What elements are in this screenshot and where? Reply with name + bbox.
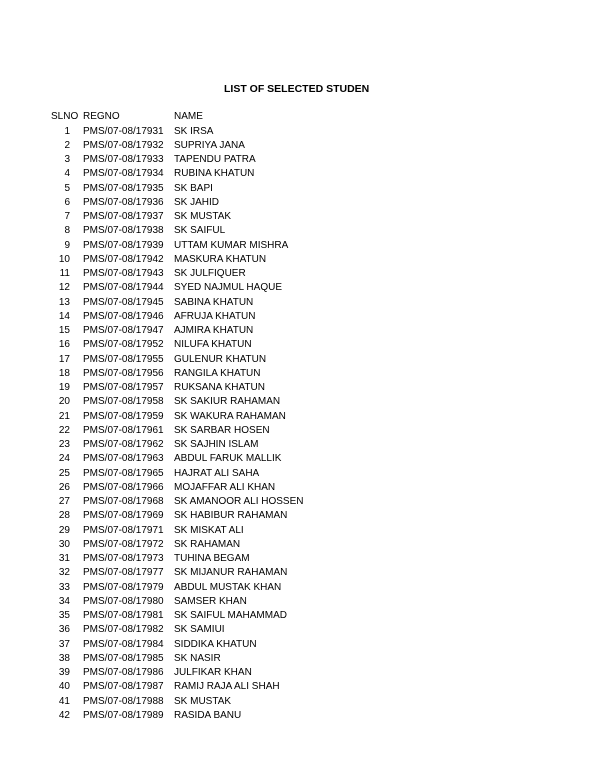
regno-cell: PMS/07-08/17947 [83,325,164,336]
table-row [0,680,600,694]
regno-cell: PMS/07-08/17933 [83,154,164,165]
name-cell: SK WAKURA RAHAMAN [174,410,286,422]
table-row [0,139,600,153]
name-cell: RAMIJ RAJA ALI SHAH [174,681,280,693]
table-row [0,310,600,324]
name-cell: SK SAKIUR RAHAMAN [174,396,281,408]
name-cell: SK SAJHIN ISLAM [174,439,259,450]
regno-cell: PMS/07-08/17942 [83,253,164,265]
slno-cell: 41 [58,695,70,707]
name-cell: SUPRIYA JANA [174,139,245,151]
regno-cell: PMS/07-08/17936 [83,196,164,208]
name-cell: RUBINA KHATUN [174,168,255,180]
slno-cell: 40 [58,681,70,693]
table-row [0,281,600,295]
slno-cell: 6 [64,196,70,208]
regno-cell: PMS/07-08/17943 [83,268,164,279]
regno-cell: PMS/07-08/17962 [83,439,164,450]
name-cell: GULENUR KHATUN [174,353,267,365]
regno-cell: PMS/07-08/17959 [83,410,164,422]
slno-cell: 23 [58,439,70,450]
table-row [0,210,600,224]
regno-cell: PMS/07-08/17934 [83,168,164,180]
table-row [0,424,600,438]
table-row [0,324,600,338]
regno-cell: PMS/07-08/17981 [83,610,164,621]
table-row [0,709,600,723]
name-cell: TUHINA BEGAM [174,553,250,564]
regno-cell: PMS/07-08/17982 [83,624,164,636]
name-cell: ABDUL MUSTAK KHAN [174,581,282,593]
name-cell: SK SARBAR HOSEN [174,424,270,436]
regno-cell: PMS/07-08/17985 [83,652,164,664]
regno-cell: PMS/07-08/17977 [83,567,164,579]
document-title: LIST OF SELECTED STUDEN [224,83,370,95]
slno-cell: 26 [58,481,70,493]
slno-cell: 39 [58,667,70,678]
regno-cell: PMS/07-08/17988 [83,695,164,707]
regno-cell: PMS/07-08/17955 [83,353,164,365]
name-cell: SK AMANOOR ALI HOSSEN [174,496,304,507]
name-cell: SK IRSA [174,125,214,137]
name-cell: HAJRAT ALI SAHA [174,467,260,479]
slno-cell: 25 [58,467,70,479]
table-row [0,666,600,680]
table-row [0,438,600,452]
table-row [0,167,600,181]
regno-cell: PMS/07-08/17969 [83,510,164,522]
table-row [0,467,600,481]
table-row [0,153,600,167]
regno-cell: PMS/07-08/17972 [83,538,164,550]
regno-cell: PMS/07-08/17938 [83,225,164,237]
regno-cell: PMS/07-08/17966 [83,481,164,493]
table-row [0,609,600,623]
name-cell: MASKURA KHATUN [174,253,267,265]
slno-cell: 18 [58,367,70,379]
regno-cell: PMS/07-08/17935 [83,182,164,194]
regno-cell: PMS/07-08/17987 [83,681,164,693]
table-row [0,182,600,196]
slno-cell: 20 [58,396,70,408]
regno-cell: PMS/07-08/17952 [83,339,164,351]
table-row [0,253,600,267]
name-cell: SK SAMIUI [174,624,225,636]
slno-cell: 27 [58,496,70,507]
table-row [0,595,600,609]
slno-cell: 37 [58,638,70,650]
regno-cell: PMS/07-08/17986 [83,667,164,678]
table-row [0,224,600,238]
table-row [0,296,600,310]
slno-cell: 22 [58,424,70,436]
slno-cell: 1 [64,125,70,137]
regno-cell: PMS/07-08/17945 [83,296,164,308]
slno-cell: 35 [58,610,70,621]
slno-cell: 31 [58,553,70,564]
table-row [0,552,600,566]
table-row [0,638,600,652]
name-cell: RASIDA BANU [174,709,242,721]
table-row [0,410,600,424]
slno-cell: 24 [58,453,70,465]
name-cell: NILUFA KHATUN [174,339,252,351]
name-cell: SK MIJANUR RAHAMAN [174,567,288,579]
table-row [0,367,600,381]
name-cell: JULFIKAR KHAN [174,667,252,678]
table-row [0,125,600,139]
name-cell: SK JAHID [174,196,220,208]
slno-cell: 17 [58,353,70,365]
regno-cell: PMS/07-08/17937 [83,211,164,222]
name-cell: SK MUSTAK [174,695,232,707]
table-body [0,125,600,724]
table-row [0,353,600,367]
slno-cell: 5 [64,182,70,194]
slno-cell: 9 [64,239,70,251]
regno-cell: PMS/07-08/17965 [83,467,164,479]
regno-cell: PMS/07-08/17971 [83,524,164,536]
regno-cell: PMS/07-08/17961 [83,424,164,436]
regno-cell: PMS/07-08/17963 [83,453,164,465]
table-row [0,395,600,409]
regno-cell: PMS/07-08/17973 [83,553,164,564]
student-table [0,110,600,723]
name-column-header: NAME [174,111,203,122]
slno-cell: 29 [58,524,70,536]
regno-cell: PMS/07-08/17979 [83,581,164,593]
slno-cell: 28 [58,510,70,522]
slno-cell: 32 [58,567,70,579]
regno-cell: PMS/07-08/17946 [83,310,164,322]
regno-cell: PMS/07-08/17984 [83,638,164,650]
table-row [0,695,600,709]
slno-cell: 19 [58,382,70,393]
slno-cell: 36 [58,624,70,636]
name-cell: SAMSER KHAN [174,595,247,607]
slno-cell: 3 [64,154,70,165]
slno-cell: 10 [58,253,70,265]
name-cell: SK MUSTAK [174,211,232,222]
table-row [0,566,600,580]
name-cell: SK RAHAMAN [174,538,241,550]
regno-cell: PMS/07-08/17968 [83,496,164,507]
slno-cell: 2 [64,139,70,151]
regno-cell: PMS/07-08/17957 [83,382,164,393]
table-row [0,495,600,509]
name-cell: SABINA KHATUN [174,296,254,308]
slno-cell: 8 [64,225,70,237]
name-cell: SK SAIFUL MAHAMMAD [174,610,287,621]
slno-cell: 13 [58,296,70,308]
table-row [0,623,600,637]
slno-cell: 4 [64,168,70,180]
regno-column-header: REGNO [83,111,120,122]
slno-cell: 21 [58,410,70,422]
slno-cell: 30 [58,538,70,550]
table-row [0,481,600,495]
name-cell: RUKSANA KHATUN [174,382,265,393]
slno-column-header: SLNO [51,111,79,122]
table-row [0,509,600,523]
slno-cell: 33 [58,581,70,593]
table-row [0,196,600,210]
slno-cell: 14 [58,310,70,322]
table-header-row [0,110,600,125]
slno-cell: 11 [59,268,70,279]
slno-cell: 15 [58,325,70,336]
regno-cell: PMS/07-08/17989 [83,709,164,721]
table-row [0,239,600,253]
regno-cell: PMS/07-08/17944 [83,282,164,294]
regno-cell: PMS/07-08/17980 [83,595,164,607]
name-cell: AFRUJA KHATUN [174,310,256,322]
slno-cell: 7 [64,211,70,222]
table-row [0,538,600,552]
name-cell: RANGILA KHATUN [174,367,261,379]
name-cell: UTTAM KUMAR MISHRA [174,239,289,251]
table-row [0,338,600,352]
name-cell: ABDUL FARUK MALLIK [174,453,282,465]
slno-cell: 12 [58,282,70,294]
name-cell: SK BAPI [174,182,213,194]
table-row [0,524,600,538]
name-cell: SK HABIBUR RAHAMAN [174,510,288,522]
regno-cell: PMS/07-08/17932 [83,139,164,151]
regno-cell: PMS/07-08/17958 [83,396,164,408]
name-cell: AJMIRA KHATUN [174,325,254,336]
table-row [0,652,600,666]
name-cell: TAPENDU PATRA [174,154,256,165]
slno-cell: 16 [58,339,70,351]
name-cell: SK SAIFUL [174,225,226,237]
table-row [0,581,600,595]
name-cell: SK NASIR [174,652,221,664]
slno-cell: 42 [58,709,70,721]
slno-cell: 34 [58,595,70,607]
regno-cell: PMS/07-08/17956 [83,367,164,379]
name-cell: SK JULFIQUER [174,268,246,279]
name-cell: SIDDIKA KHATUN [174,638,257,650]
name-cell: MOJAFFAR ALI KHAN [174,481,276,493]
slno-cell: 38 [58,652,70,664]
table-row [0,452,600,466]
name-cell: SYED NAJMUL HAQUE [174,282,282,294]
name-cell: SK MISKAT ALI [174,524,244,536]
regno-cell: PMS/07-08/17939 [83,239,164,251]
table-row [0,381,600,395]
table-row [0,267,600,281]
regno-cell: PMS/07-08/17931 [83,125,164,137]
